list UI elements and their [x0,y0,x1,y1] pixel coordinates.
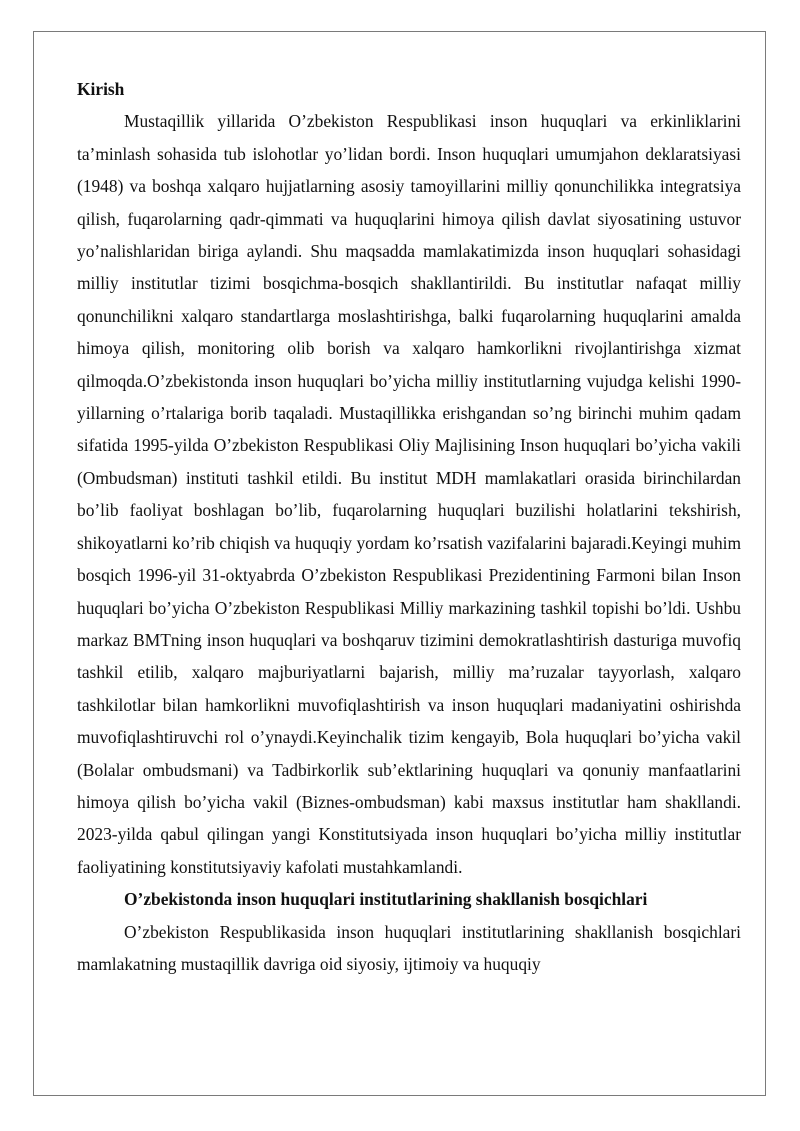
document-body [77,73,741,980]
section-heading: Kirish [77,79,125,99]
intro-paragraph: Mustaqillik yillarida O’zbekiston Respublikasi inson huquqlari va erkinliklarini ta’minlash sohasida tub islohotlar yo’lidan bordi. Inson huquqlari umumjahon deklaratsiyasi (1948) va boshqa xalqaro hujjatlarning asosiy tamoyillarini milliy qonunchilikka integratsiya qilish, fuqarolarning qadr-qimmati va huquqlarini himoya qilish davlat siyosatining ustuvor yo’nalishlaridan biriga aylandi. Shu maqsadda mamlakatimizda inson huquqlari sohasidagi milliy institutlar tizimi bosqichma-bosqich shakllantirildi. Bu institutlar nafaqat milliy qonunchilikni xalqaro standartlarga moslashtirishga, balki fuqarolarning huquqlarini amalda himoya qilish, monitoring olib borish va xalqaro hamkorlikni rivojlantirishga xizmat qilmoqda.O’zbekistonda inson huquqlari bo’yicha milliy institutlarning vujudga kelishi 1990-yillarning o’rtalariga borib taqaladi. Mustaqillikka erishgandan so’ng birinchi muhim qadam sifatida 1995-yilda O’zbekiston Respublikasi Oliy Majlisining Inson huquqlari bo’yicha vakili (Ombudsman) instituti tashkil etildi. Bu institut MDH mamlakatlari orasida birinchilardan bo’lib faoliyat boshlagan bo’lib, fuqarolarning huquqlari buzilishi holatlarini tekshirish, shikoyatlarni ko’rib chiqish va huquqiy yordam ko’rsatish vazifalarini bajaradi.Keyingi muhim bosqich 1996-yil 31-oktyabrda O’zbekiston Respublikasi Prezidentining Farmoni bilan Inson huquqlari bo’yicha O’zbekiston Respublikasi Milliy markazining tashkil topishi bo’ldi. Ushbu markaz BMTning inson huquqlari va boshqaruv tizimini demokratlashtirish dasturiga muvofiq tashkil etilib, xalqaro majburiyatlarni bajarish, milliy ma’ruzalar tayyorlash, xalqaro tashkilotlar bilan hamkorlikni muvofiqlashtirish va inson huquqlari madaniyatini oshirishda muvofiqlashtiruvchi rol o’ynaydi.Keyinchalik tizim kengayib, Bola huquqlari bo’yicha vakil (Bolalar ombudsmani) va Tadbirkorlik sub’ektlarining huquqlari va qonuniy manfaatlarini himoya qilish bo’yicha vakil (Biznes-ombudsman) kabi maxsus institutlar ham shakllandi. 2023-yilda qabul qilingan yangi Konstitutsiyada inson huquqlari bo’yicha milliy institutlar faoliyatining konstitutsiyaviy kafolati mustahkamlandi. [77,111,741,877]
section-subheading: O’zbekistonda inson huquqlari institutlarining shakllanish bosqichlari [124,889,648,910]
stages-paragraph: O’zbekiston Respublikasida inson huquqlari institutlarining shakllanish bosqichlari mamlakatning mustaqillik davriga oid siyosiy, ijtimoiy va huquqiy [77,921,741,974]
